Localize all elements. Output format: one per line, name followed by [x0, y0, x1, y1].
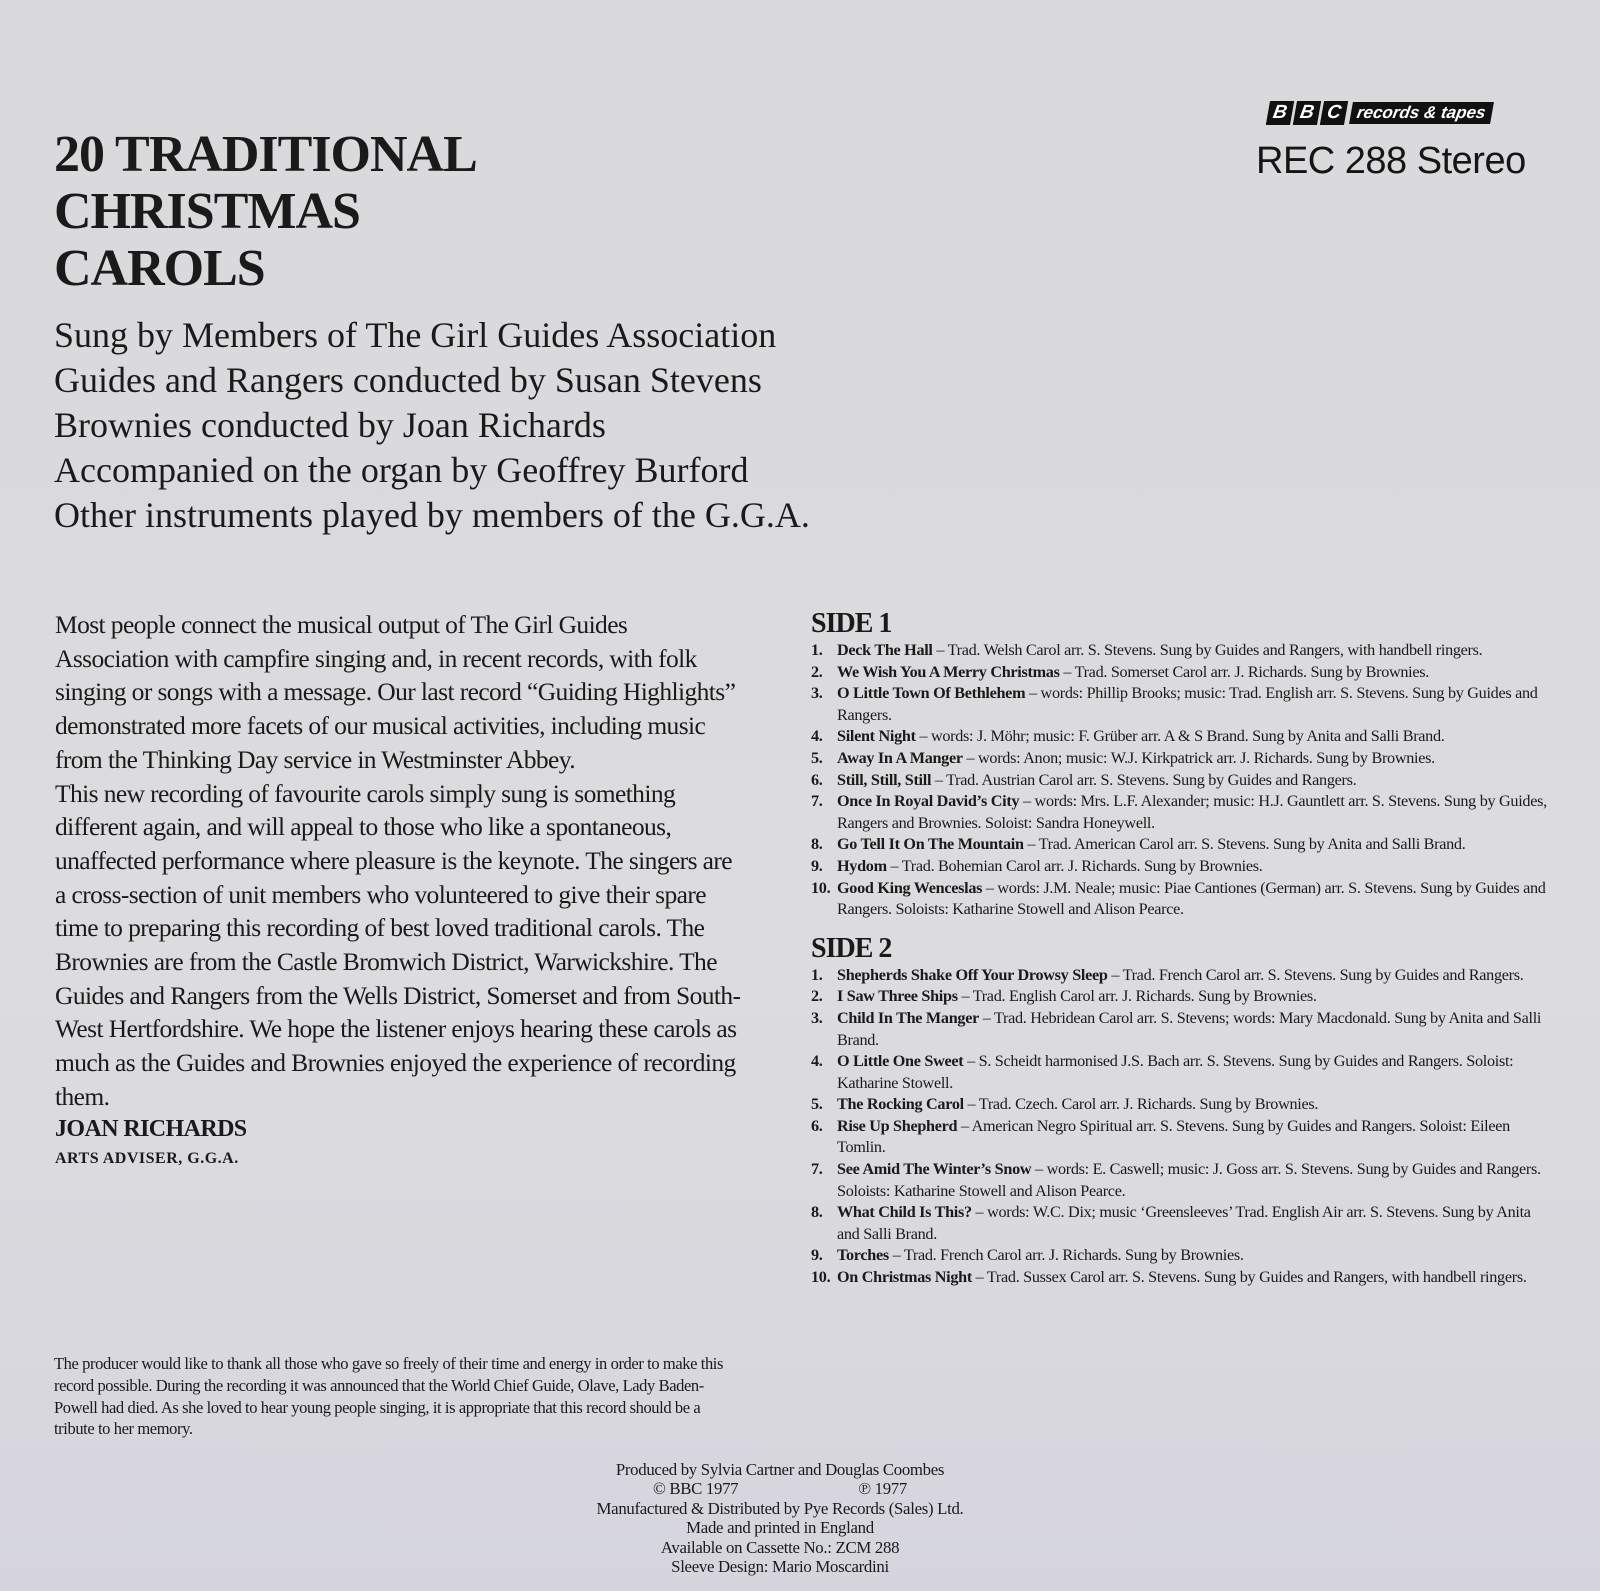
track-text	[837, 683, 1551, 726]
track-title: We Wish You A Merry Christmas	[837, 662, 1060, 681]
track-number: 7.	[811, 1160, 823, 1179]
track-item	[811, 1051, 1551, 1094]
track-title: Go Tell It On The Mountain	[837, 835, 1024, 854]
track-item	[811, 965, 1551, 987]
catalogue-number: REC 288 Stereo	[1256, 140, 1526, 182]
track-text	[837, 1245, 1244, 1267]
notes-author: JOAN RICHARDS	[55, 1115, 247, 1142]
track-text	[837, 770, 1356, 792]
track-text	[837, 726, 1445, 748]
credit-line: Guides and Rangers conducted by Susan Stevens	[54, 360, 762, 400]
track-item	[811, 856, 1551, 878]
copyright-row	[540, 1479, 1020, 1498]
track-text	[837, 662, 1429, 684]
track-description: – words: J.M. Neale; music: Piae Cantiones (German) arr. S. Stevens. Sung by Guides and Rangers. Soloists: Katharine Stowell and Alison Pearce.	[837, 878, 1546, 919]
track-description: – Trad. Welsh Carol arr. S. Stevens. Sung by Guides and Rangers, with handbell ringers.	[932, 641, 1483, 659]
track-text	[837, 1008, 1551, 1051]
track-title: I Saw Three Ships	[837, 987, 958, 1006]
track-title: On Christmas Night	[837, 1268, 972, 1287]
track-description: – S. Scheidt harmonised J.S. Bach arr. S. Stevens. Sung by Guides and Rangers. Soloist: Katharine Stowell.	[837, 1052, 1514, 1092]
side-heading: SIDE 1	[811, 608, 892, 639]
track-description: – Trad. French Carol arr. J. Richards. Sung by Brownies.	[888, 1246, 1244, 1265]
made-in-line: Made and printed in England	[686, 1518, 874, 1538]
track-item	[811, 1245, 1551, 1267]
producer-line: Produced by Sylvia Cartner and Douglas Coombes	[615, 1460, 945, 1479]
side-1-tracks	[811, 640, 1551, 921]
logo-letter: B	[1266, 101, 1294, 125]
producer-thanks: The producer would like to thank all those who gave so freely of their time and energy in order to make this record possible. During the recording it was announced that the World Chief Guide, Olave, Lady Baden-Powell had died. As she loved to hear young people singing, it is appropriate that this record should be a tribute to her memory.	[54, 1354, 723, 1439]
track-description: – words: Phillip Brooks; music: Trad. English arr. S. Stevens. Sung by Guides and Rangers.	[837, 684, 1538, 724]
track-number: 9.	[811, 1246, 823, 1265]
design-line: Sleeve Design: Mario Moscardini	[671, 1557, 889, 1577]
track-number: 1.	[811, 965, 823, 984]
track-number: 7.	[811, 792, 823, 811]
track-description: – Trad. Somerset Carol arr. J. Richards. Sung by Brownies.	[1059, 662, 1430, 681]
track-item	[811, 1116, 1551, 1159]
track-title: What Child Is This?	[837, 1203, 972, 1222]
track-number: 1.	[811, 641, 823, 659]
track-title: Away In A Manger	[837, 748, 963, 767]
credit-line: Brownies conducted by Joan Richards	[54, 405, 606, 445]
track-item	[811, 683, 1551, 726]
track-number: 9.	[811, 856, 823, 875]
track-number: 3.	[811, 684, 823, 703]
track-number: 2.	[811, 662, 823, 681]
track-item	[811, 1202, 1551, 1245]
track-title: Rise Up Shepherd	[837, 1116, 958, 1135]
track-text	[837, 791, 1551, 834]
track-number: 6.	[811, 1116, 823, 1135]
track-text	[837, 856, 1263, 878]
track-item	[811, 726, 1551, 748]
production-credits	[540, 1460, 1020, 1576]
logo-tagline: records & tapes	[1349, 102, 1493, 124]
track-item	[811, 834, 1551, 856]
track-text	[837, 1051, 1551, 1094]
track-text	[837, 965, 1523, 987]
credit-line: Other instruments played by members of the G.G.A.	[54, 495, 810, 535]
title-line: CHRISTMAS	[54, 183, 360, 240]
track-description: – Trad. Hebridean Carol arr. S. Stevens; words: Mary Macdonald. Sung by Anita and Salli Brand.	[837, 1008, 1542, 1049]
track-text	[837, 748, 1435, 770]
track-item	[811, 1159, 1551, 1202]
track-text	[837, 1116, 1551, 1159]
track-description: – Trad. French Carol arr. S. Stevens. Sung by Guides and Rangers.	[1107, 965, 1524, 984]
track-number: 6.	[811, 770, 823, 789]
track-title: O Little One Sweet	[837, 1052, 964, 1071]
track-description: – words: Anon; music: W.J. Kirkpatrick arr. J. Richards. Sung by Brownies.	[962, 748, 1435, 767]
track-number: 5.	[811, 748, 823, 767]
track-item	[811, 662, 1551, 684]
track-description: – Trad. Sussex Carol arr. S. Stevens. Sung by Guides and Rangers, with handbell ringers.	[971, 1268, 1527, 1287]
performer-credits	[54, 313, 810, 538]
track-text	[837, 834, 1465, 856]
notes-paragraph: Most people connect the musical output of The Girl Guides Association with campfire singing and, in recent records, with folk singing or songs with a message. Our last record “Guiding Highlights” demonstrated more facets of our musical activities, including music from the Thinking Day service in Westminster Abbey.	[55, 610, 736, 774]
title-line: 20 TRADITIONAL	[54, 126, 477, 183]
track-item	[811, 878, 1551, 921]
track-text	[837, 1159, 1551, 1202]
track-number: 5.	[811, 1095, 823, 1114]
track-item	[811, 1094, 1551, 1116]
track-number: 10.	[811, 1268, 831, 1287]
track-number: 8.	[811, 1203, 823, 1222]
cassette-line: Available on Cassette No.: ZCM 288	[660, 1537, 900, 1557]
track-number: 4.	[811, 1052, 823, 1071]
track-description: – Trad. Czech. Carol arr. J. Richards. Sung by Brownies.	[963, 1095, 1319, 1114]
track-text	[837, 986, 1317, 1008]
track-title: The Rocking Carol	[837, 1095, 964, 1114]
phonographic-copyright: ℗ 1977	[858, 1479, 907, 1499]
track-text	[837, 1267, 1527, 1289]
sleeve-notes	[55, 608, 745, 1175]
track-title: Torches	[837, 1246, 889, 1265]
track-item	[811, 986, 1551, 1008]
manufacturer-line: Manufactured & Distributed by Pye Records (Sales) Ltd.	[596, 1498, 964, 1518]
track-item	[811, 791, 1551, 834]
track-number: 4.	[811, 727, 823, 746]
notes-paragraph: This new recording of favourite carols simply sung is something different again, and will appeal to those who like a spontaneous, unaffected performance where pleasure is the keynote. The singers are a cross-section of unit members who volunteered to give their spare time to preparing this recording of best loved traditional carols. The Brownies are from the Castle Bromwich District, Warwickshire. The Guides and Rangers from the Wells District, Somerset and from South-West Hertfordshire. We hope the listener enjoys hearing these carols as much as the Guides and Brownies enjoyed the experience of recording them.	[55, 778, 741, 1111]
logo-letter: B	[1293, 101, 1321, 125]
track-text	[837, 878, 1551, 921]
track-title: Once In Royal David’s City	[837, 792, 1020, 811]
bbc-records-logo	[1268, 101, 1492, 125]
track-description: – Trad. Bohemian Carol arr. J. Richards. Sung by Brownies.	[886, 856, 1263, 875]
track-title: Deck The Hall	[837, 641, 933, 659]
title-line: CAROLS	[54, 240, 265, 297]
track-item	[811, 770, 1551, 792]
track-item	[811, 1008, 1551, 1051]
track-description: – words: W.C. Dix; music ‘Greensleeves’ Trad. English Air arr. S. Stevens. Sung by Anita and Salli Brand.	[837, 1203, 1531, 1243]
track-item	[811, 748, 1551, 770]
track-title: Still, Still, Still	[837, 770, 932, 789]
track-text	[837, 640, 1482, 662]
track-title: O Little Town Of Bethlehem	[837, 684, 1026, 703]
album-title	[54, 126, 477, 297]
track-description: – words: Mrs. L.F. Alexander; music: H.J. Gauntlett arr. S. Stevens. Sung by Guides, Rangers and Brownies. Soloist: Sandra Honeywell.	[837, 792, 1547, 832]
credit-line: Sung by Members of The Girl Guides Association	[54, 315, 777, 355]
track-description: – Trad. Austrian Carol arr. S. Stevens. Sung by Guides and Rangers.	[931, 770, 1357, 789]
track-description: – words: E. Caswell; music: J. Goss arr. S. Stevens. Sung by Guides and Rangers. Soloists: Katharine Stowell and Alison Pearce.	[837, 1160, 1541, 1200]
track-title: See Amid The Winter’s Snow	[837, 1160, 1032, 1179]
track-description: – American Negro Spiritual arr. S. Stevens. Sung by Guides and Rangers. Soloist: Eileen Tomlin.	[837, 1116, 1510, 1157]
track-description: – Trad. American Carol arr. S. Stevens. Sung by Anita and Salli Brand.	[1023, 835, 1466, 854]
track-number: 10.	[811, 878, 831, 897]
credit-line: Accompanied on the organ by Geoffrey Burford	[54, 450, 749, 490]
side-2-tracks	[811, 965, 1551, 1289]
logo-letter: C	[1320, 101, 1348, 125]
track-title: Child In The Manger	[837, 1008, 979, 1027]
track-listing	[811, 606, 1551, 1289]
track-description: – Trad. English Carol arr. J. Richards. Sung by Brownies.	[957, 987, 1317, 1006]
track-title: Hydom	[837, 856, 887, 875]
track-item	[811, 1267, 1551, 1289]
track-title: Shepherds Shake Off Your Drowsy Sleep	[837, 965, 1108, 984]
track-number: 3.	[811, 1008, 823, 1027]
track-text	[837, 1094, 1318, 1116]
notes-author-title: ARTS ADVISER, G.G.A.	[55, 1149, 239, 1167]
track-title: Good King Wenceslas	[837, 878, 983, 897]
track-description: – words: J. Möhr; music: F. Grüber arr. A & S Brand. Sung by Anita and Salli Brand.	[915, 727, 1445, 746]
track-title: Silent Night	[837, 727, 916, 746]
track-text	[837, 1202, 1551, 1245]
track-number: 2.	[811, 987, 823, 1006]
track-number: 8.	[811, 835, 823, 854]
track-item	[811, 640, 1551, 662]
copyright: © BBC 1977	[652, 1479, 739, 1499]
side-heading: SIDE 2	[811, 932, 892, 964]
